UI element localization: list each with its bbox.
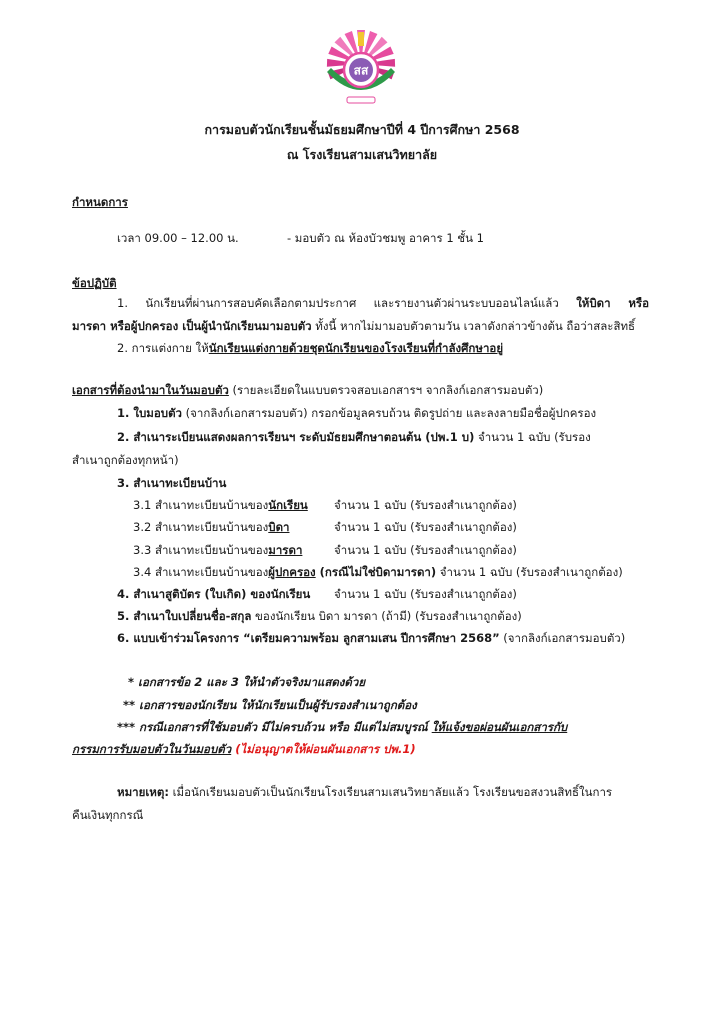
svg-text:สส: สส xyxy=(353,63,369,78)
document-subtitle: ณ โรงเรียนสามเสนวิทยาลัย xyxy=(286,147,438,162)
school-logo-icon xyxy=(321,26,401,108)
doc-item-3-4-label: 3.4 สำเนาทะเบียนบ้านของ xyxy=(133,565,269,579)
doc-item-2 xyxy=(117,428,591,446)
rule-1-text-cont: ทั้งนี้ หากไม่มามอบตัวตามวัน เวลาดังกล่าวข้างต้น ถือว่าสละสิทธิ์ xyxy=(311,319,636,333)
schedule-heading: กำหนดการ xyxy=(72,195,128,209)
doc-item-3-2-detail: จำนวน 1 ฉบับ (รับรองสำเนาถูกต้อง) xyxy=(334,520,517,534)
doc-item-6-detail: (จากลิงก์เอกสารมอบตัว) xyxy=(499,631,626,645)
doc-item-3-1 xyxy=(133,496,308,514)
remark-text: เมื่อนักเรียนมอบตัวเป็นนักเรียนโรงเรียนสามเสนวิทยาลัยแล้ว โรงเรียนขอสงวนสิทธิ์ในการ xyxy=(168,785,613,799)
schedule-time: เวลา 09.00 – 12.00 น. xyxy=(117,231,239,245)
doc-item-1 xyxy=(117,404,596,422)
rule-1-text: 1. นักเรียนที่ผ่านการสอบคัดเลือกตามประกาศ และรายงานตัวผ่านระบบออนไลน์แล้ว xyxy=(117,296,577,310)
doc-item-3-2 xyxy=(133,518,290,536)
doc-item-2-detail: จำนวน 1 ฉบับ (รับรอง xyxy=(474,430,591,444)
rule-1-continued xyxy=(72,317,635,335)
documents-heading-line xyxy=(72,381,543,399)
doc-item-5-title: 5. สำเนาใบเปลี่ยนชื่อ-สกุล xyxy=(117,609,252,623)
note-3-text: *** กรณีเอกสารที่ใช้มอบตัว มีไม่ครบถ้วน หรือ มีแต่ไม่สมบูรณ์ xyxy=(117,720,432,734)
document-title: การมอบตัวนักเรียนชั้นมัธยมศึกษาปีที่ 4 ปีการศึกษา 2568 xyxy=(204,122,520,137)
note-3-continued xyxy=(72,740,416,758)
rules-heading: ข้อปฏิบัติ xyxy=(72,276,117,290)
rule-2 xyxy=(117,339,503,357)
doc-item-3-1-who: นักเรียน xyxy=(268,498,308,512)
schedule-activity: - มอบตัว ณ ห้องบัวชมพู อาคาร 1 ชั้น 1 xyxy=(287,231,484,245)
doc-item-3-1-label: 3.1 สำเนาทะเบียนบ้านของ xyxy=(133,498,269,512)
rule-2-emphasis: นักเรียนแต่งกายด้วยชุดนักเรียนของโรงเรียนที่กำลังศึกษาอยู่ xyxy=(208,341,504,355)
note-1: * เอกสารข้อ 2 และ 3 ให้นำตัวจริงมาแสดงด้วย xyxy=(128,675,366,689)
documents-heading-note: (รายละเอียดในแบบตรวจสอบเอกสารฯ จากลิงก์เอกสารมอบตัว) xyxy=(228,383,544,397)
doc-item-6-title: 6. แบบเข้าร่วมโครงการ “เตรียมความพร้อม ลูกสามเสน ปีการศึกษา 2568” xyxy=(117,631,500,645)
note-3-instruction-cont: กรรมการรับมอบตัวในวันมอบตัว xyxy=(72,742,232,756)
doc-item-3-4 xyxy=(133,563,623,581)
doc-item-1-detail: (จากลิงก์เอกสารมอบตัว) กรอกข้อมูลครบถ้วน ติดรูปถ่าย และลงลายมือชื่อผู้ปกครอง xyxy=(182,406,597,420)
rule-1 xyxy=(117,294,649,312)
note-3 xyxy=(117,718,567,736)
doc-item-3-3-who: มารดา xyxy=(268,543,303,557)
doc-item-3-4-detail: จำนวน 1 ฉบับ (รับรองสำเนาถูกต้อง) xyxy=(436,565,623,579)
doc-item-3-4-condition: (กรณีไม่ใช่บิดามารดา) xyxy=(315,565,437,579)
rule-1-emphasis: ให้บิดา หรือ xyxy=(576,296,650,310)
doc-item-3-1-detail: จำนวน 1 ฉบับ (รับรองสำเนาถูกต้อง) xyxy=(334,498,517,512)
doc-item-5 xyxy=(117,607,522,625)
documents-heading: เอกสารที่ต้องนำมาในวันมอบตัว xyxy=(72,383,229,397)
note-3-instruction: ให้แจ้งขอผ่อนผันเอกสารกับ xyxy=(431,720,568,734)
doc-item-4-detail: จำนวน 1 ฉบับ (รับรองสำเนาถูกต้อง) xyxy=(334,587,517,601)
doc-item-3-3-label: 3.3 สำเนาทะเบียนบ้านของ xyxy=(133,543,269,557)
rule-2-text: 2. การแต่งกาย ให้ xyxy=(117,341,209,355)
doc-item-3-title: 3. สำเนาทะเบียนบ้าน xyxy=(117,476,227,490)
doc-item-3-2-who: บิดา xyxy=(268,520,290,534)
rule-1-emphasis-cont: มารดา หรือผู้ปกครอง เป็นผู้นำนักเรียนมามอบตัว xyxy=(72,319,312,333)
doc-item-2-title: 2. สำเนาระเบียนแสดงผลการเรียนฯ ระดับมัธยมศึกษาตอนต้น (ปพ.1 บ) xyxy=(117,430,475,444)
note-3-warning: (ไม่อนุญาตให้ผ่อนผันเอกสาร ปพ.1) xyxy=(231,742,416,756)
doc-item-3-3-detail: จำนวน 1 ฉบับ (รับรองสำเนาถูกต้อง) xyxy=(334,543,517,557)
remark xyxy=(117,783,612,801)
doc-item-6 xyxy=(117,629,625,647)
doc-item-3-3 xyxy=(133,541,302,559)
doc-item-5-detail: ของนักเรียน บิดา มารดา (ถ้ามี) (รับรองสำเนาถูกต้อง) xyxy=(251,609,522,623)
doc-item-2-continued: สำเนาถูกต้องทุกหน้า) xyxy=(72,453,179,467)
note-2: ** เอกสารของนักเรียน ให้นักเรียนเป็นผู้รับรองสำเนาถูกต้อง xyxy=(123,698,417,712)
doc-item-4-title: 4. สำเนาสูติบัตร (ใบเกิด) ของนักเรียน xyxy=(117,587,311,601)
doc-item-3-4-who: ผู้ปกครอง xyxy=(268,565,316,579)
doc-item-1-title: 1. ใบมอบตัว xyxy=(117,406,183,420)
remark-label: หมายเหตุ: xyxy=(117,785,169,799)
doc-item-3-2-label: 3.2 สำเนาทะเบียนบ้านของ xyxy=(133,520,269,534)
remark-continued: คืนเงินทุกกรณี xyxy=(72,808,144,822)
